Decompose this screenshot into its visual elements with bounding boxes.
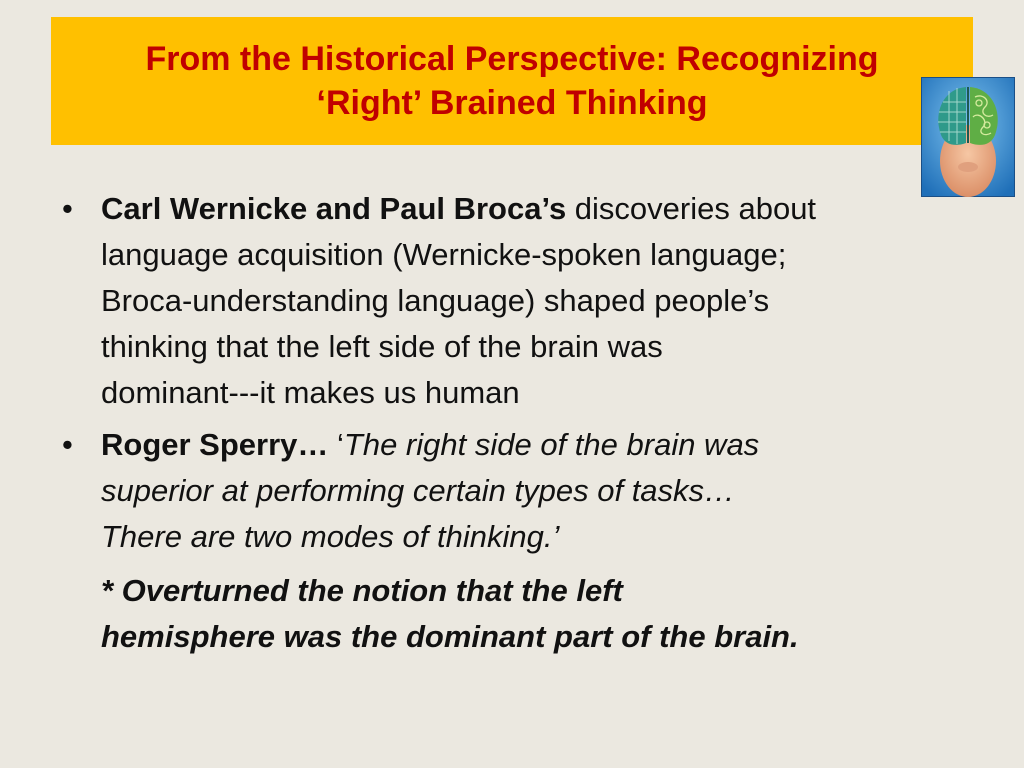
bullet-item-wernicke-broca — [56, 186, 966, 416]
brain-head-illustration — [921, 77, 1015, 197]
bullet-line: thinking that the left side of the brain was — [101, 329, 663, 364]
bullet-lead-continuation: discoveries about — [566, 191, 817, 226]
bullet-marker: • — [62, 427, 73, 462]
bullet-lead: Carl Wernicke and Paul Broca’s — [101, 191, 567, 226]
bullet-item-sperry — [56, 422, 966, 560]
bullet-line: dominant---it makes us human — [101, 375, 520, 410]
overturned-note — [56, 568, 966, 660]
bullet-marker: • — [62, 191, 73, 226]
bullet-first-line — [101, 422, 966, 468]
note-line-2: hemisphere was the dominant part of the brain. — [101, 619, 799, 654]
bullet-list — [56, 186, 966, 660]
quote-line: There are two modes of thinking.’ — [101, 519, 560, 554]
quote-first-line: The right side of the brain was — [343, 427, 760, 462]
note-line-1: * Overturned the notion that the left — [101, 573, 623, 608]
slide-title-line-2: ‘Right’ Brained Thinking — [316, 84, 708, 122]
bullet-first-line — [101, 186, 966, 232]
quote-open-mark: ‘ — [328, 427, 344, 462]
slide-title-line-1: From the Historical Perspective: Recognizing — [145, 40, 879, 78]
bullet-line: Broca-understanding language) shaped people’s — [101, 283, 770, 318]
bullet-line: language acquisition (Wernicke-spoken language; — [101, 237, 787, 272]
bullet-lead: Roger Sperry… — [101, 427, 329, 462]
quote-line: superior at performing certain types of tasks… — [101, 473, 736, 508]
brain-head-icon — [921, 77, 1015, 197]
title-banner — [51, 17, 973, 145]
